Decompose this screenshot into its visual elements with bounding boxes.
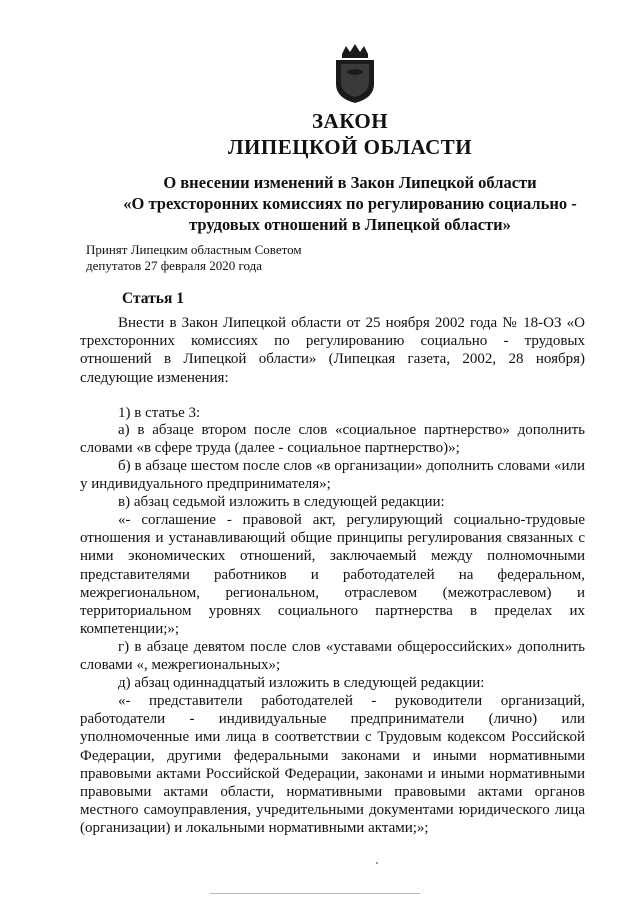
subtitle-line-2: «О трехсторонних комиссиях по регулированию социально -: [123, 194, 577, 213]
subtitle-line-1: О внесении изменений в Закон Липецкой области: [163, 173, 537, 192]
adoption-line-1: Принят Липецким областным Советом: [86, 242, 302, 257]
item-1-text: 1) в статье 3:: [118, 405, 201, 421]
item-v: [80, 493, 585, 511]
coat-of-arms-icon: [332, 44, 378, 104]
item-b: [80, 457, 585, 493]
item-v-text: в) абзац седьмой изложить в следующей редакции:: [118, 494, 445, 510]
footer-rule: [210, 893, 420, 894]
item-d-quote: [80, 692, 585, 838]
item-d-text: д) абзац одиннадцатый изложить в следующей редакции:: [118, 675, 485, 691]
item-b-text: б) в абзаце шестом после слов «в организации» дополнить словами «или у индивидуального предпринимателя»;: [80, 458, 585, 493]
item-g-text: г) в абзаце девятом после слов «уставами общероссийских» дополнить словами «, межрегиональных»;: [80, 639, 585, 674]
article-heading: Статья 1: [122, 290, 184, 307]
article-intro: [80, 314, 585, 387]
subtitle-line-3: трудовых отношений в Липецкой области»: [189, 215, 511, 234]
item-a: [80, 421, 585, 457]
item-1: [80, 404, 585, 422]
law-region-title: ЛИПЕЦКОЙ ОБЛАСТИ: [227, 135, 473, 159]
adoption-line-2: депутатов 27 февраля 2020 года: [86, 258, 262, 273]
item-g: [80, 638, 585, 674]
item-v-quote: [80, 511, 585, 638]
item-a-text: а) в абзаце втором после слов «социальное партнерство» дополнить словами «в сфере труда (далее - социальное партнерство)»;: [80, 422, 585, 457]
item-d-quote-text: «- представители работодателей - руководители организаций, работодатели - индивидуальные предприниматели (лично) или уполномоченные ими лица в соответствии с Трудовым кодексом Российской Федерации, другими федеральными законами и иными нормативными правовыми актами Российской Федерации, законами и иными нормативными правовыми актами области, нормативными правовыми актами органов местного самоуправления, учредительными документами юридического лица (организации) и локальными нормативными актами;»;: [80, 693, 585, 837]
item-v-quote-text: «- соглашение - правовой акт, регулирующий социально-трудовые отношения и устанавливающий общие принципы регулирования связанных с ними экономических отношений, заключаемый между полномочными представителями работников и работодателей на федеральном, межрегиональном, региональном, отраслевом (межотраслевом) и территориальном уровнях социального партнерства в пределах их компетенции;»;: [80, 512, 585, 638]
law-title: ЗАКОН: [311, 109, 389, 133]
item-d: [80, 674, 585, 692]
scan-speck: [376, 862, 378, 864]
article-intro-text: Внести в Закон Липецкой области от 25 ноября 2002 года № 18-ОЗ «О трехсторонних комиссиях по регулированию социально - трудовых отношений в Липецкой области» (Липецкая газета, 2002, 28 ноября) следующие изменения:: [80, 315, 585, 386]
